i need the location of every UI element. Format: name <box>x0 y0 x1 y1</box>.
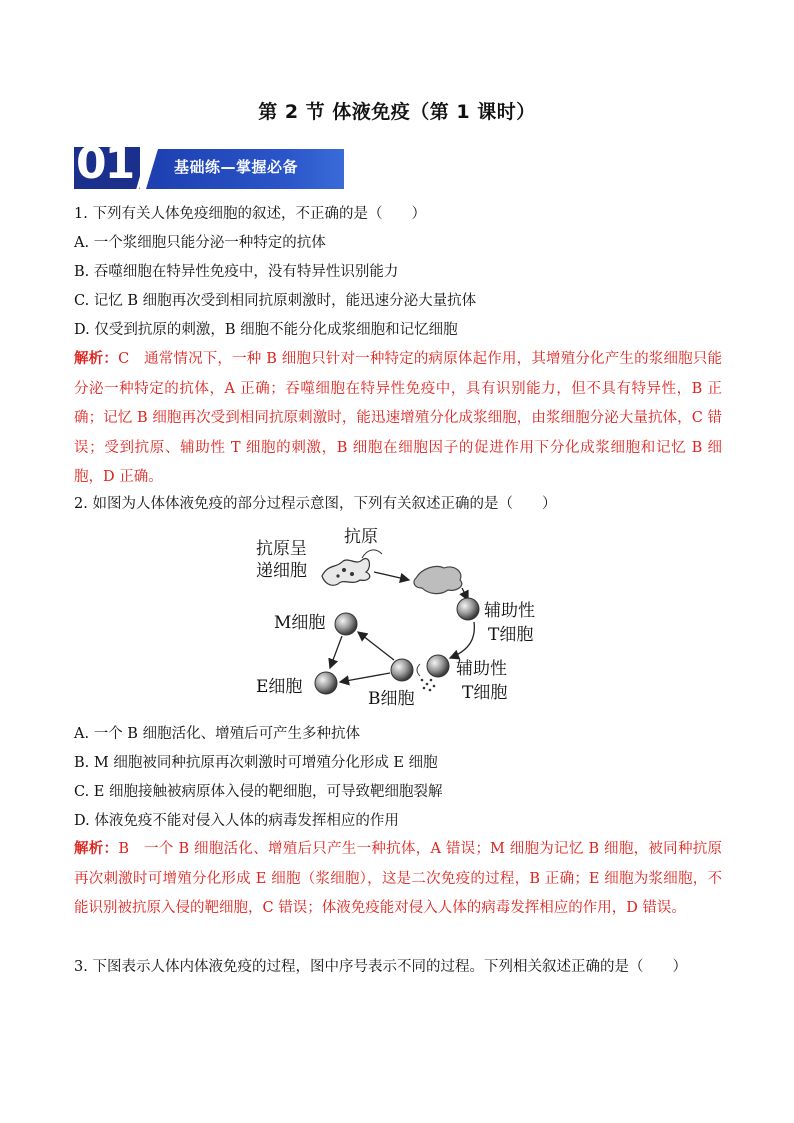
antigen-label: 抗原 <box>344 527 378 547</box>
q1-answer-text: C 通常情况下，一种 B 细胞只针对一种特定的病原体起作用，其增殖分化产生的浆细胞只能分泌一种特定的抗体，A 正确；吞噬细胞在特异性免疫中，具有识别能力，但不具有特异性，B 正确；记忆 B 细胞再次受到相同抗原刺激时，能迅速增殖分化成浆细胞，由浆细胞分泌大量抗体，C 错误；受到抗原、辅助性 T 细胞的刺激，B 细胞在细胞因子的促进作用下分化成浆细胞和记忆 B 细胞，D 正确。 <box>74 351 723 485</box>
q2-option-c: C. E 细胞接触被病原体入侵的靶细胞，可导致靶细胞裂解 <box>74 784 443 800</box>
q2-stem: 2. 如图为人体体液免疫的部分过程示意图，下列有关叙述正确的是（ ） <box>74 496 557 512</box>
cytokine-dot <box>426 683 429 686</box>
antigen-pointer-line <box>362 550 382 558</box>
antigen-dot <box>350 572 354 576</box>
b-cell-label: B细胞 <box>368 689 415 709</box>
q3-stem: 3. 下图表示人体内体液免疫的过程，图中序号表示不同的过程。下列相关叙述正确的是（ ） <box>74 959 687 975</box>
helper-t-lower-label-line1: 辅助性 <box>456 659 507 679</box>
q2-answer-text: B 一个 B 细胞活化、增殖后只产生一种抗体，A 错误；M 细胞为记忆 B 细胞，被同种抗原再次刺激时可增殖分化形成 E 细胞（浆细胞），这是二次免疫的过程，B 正确；E 细胞为浆细胞，不能识别被抗原入侵的靶细胞，C 错误；体液免疫能对侵入人体的病毒发挥相应的作用，D 错误。 <box>74 841 723 916</box>
page-title: 第 2 节 体液免疫（第 1 课时） <box>258 101 536 123</box>
cytokine-dot <box>423 687 426 690</box>
antigen-dot <box>336 574 339 577</box>
m-cell <box>335 613 357 635</box>
section-banner <box>74 138 344 189</box>
helper-t-upper-label-line1: 辅助性 <box>484 601 535 621</box>
helper-t-upper-label-line2: T细胞 <box>488 625 534 645</box>
e-cell-label: E细胞 <box>256 677 303 697</box>
arrow-b-to-e <box>340 673 390 682</box>
q1-answer-label: 解析： <box>74 351 119 367</box>
q2-answer <box>74 835 722 924</box>
m-cell-label: M细胞 <box>274 613 326 633</box>
cytokine-dot <box>433 685 436 688</box>
b-cell <box>391 659 413 681</box>
helper-t-cell-shape <box>414 566 462 593</box>
arrow-m-to-e <box>330 636 342 668</box>
q1-stem: 1. 下列有关人体免疫细胞的叙述，不正确的是（ ） <box>74 206 426 222</box>
q2-option-a: A. 一个 B 细胞活化、增殖后可产生多种抗体 <box>74 726 361 742</box>
helper-t-lower-label-line2: T细胞 <box>462 683 508 703</box>
q2-option-b: B. M 细胞被同种抗原再次刺激时可增殖分化形成 E 细胞 <box>74 755 438 771</box>
arrow-th-to-th <box>450 622 474 658</box>
th-b-contact-mark <box>417 664 420 676</box>
apc-label-line2: 递细胞 <box>256 561 307 581</box>
humoral-immunity-diagram <box>244 520 564 715</box>
arrow-b-to-m <box>358 632 394 660</box>
antigen-presenting-cell-shape <box>322 559 370 586</box>
q1-option-c: C. 记忆 B 细胞再次受到相同抗原刺激时，能迅速分泌大量抗体 <box>74 293 477 309</box>
q1-option-d: D. 仅受到抗原的刺激，B 细胞不能分化成浆细胞和记忆细胞 <box>74 322 458 338</box>
e-cell <box>315 672 337 694</box>
antigen-dot <box>342 568 346 572</box>
q1-answer <box>74 345 722 493</box>
cytokine-dot <box>430 679 433 682</box>
banner-label: 基础练—掌握必备 <box>174 158 299 176</box>
helper-t-cell-lower <box>427 655 449 677</box>
arrow-apc-to-th <box>374 572 409 580</box>
helper-t-cell-upper <box>457 598 479 620</box>
cytokine-dot <box>429 689 432 692</box>
apc-label-line1: 抗原呈 <box>256 539 307 559</box>
q2-option-d: D. 体液免疫不能对侵入人体的病毒发挥相应的作用 <box>74 813 399 829</box>
q2-answer-label: 解析： <box>74 841 119 857</box>
cytokine-dot <box>421 679 424 682</box>
banner-number: 01 <box>76 138 134 189</box>
q1-option-a: A. 一个浆细胞只能分泌一种特定的抗体 <box>74 235 326 251</box>
q1-option-b: B. 吞噬细胞在特异性免疫中，没有特异性识别能力 <box>74 264 399 280</box>
